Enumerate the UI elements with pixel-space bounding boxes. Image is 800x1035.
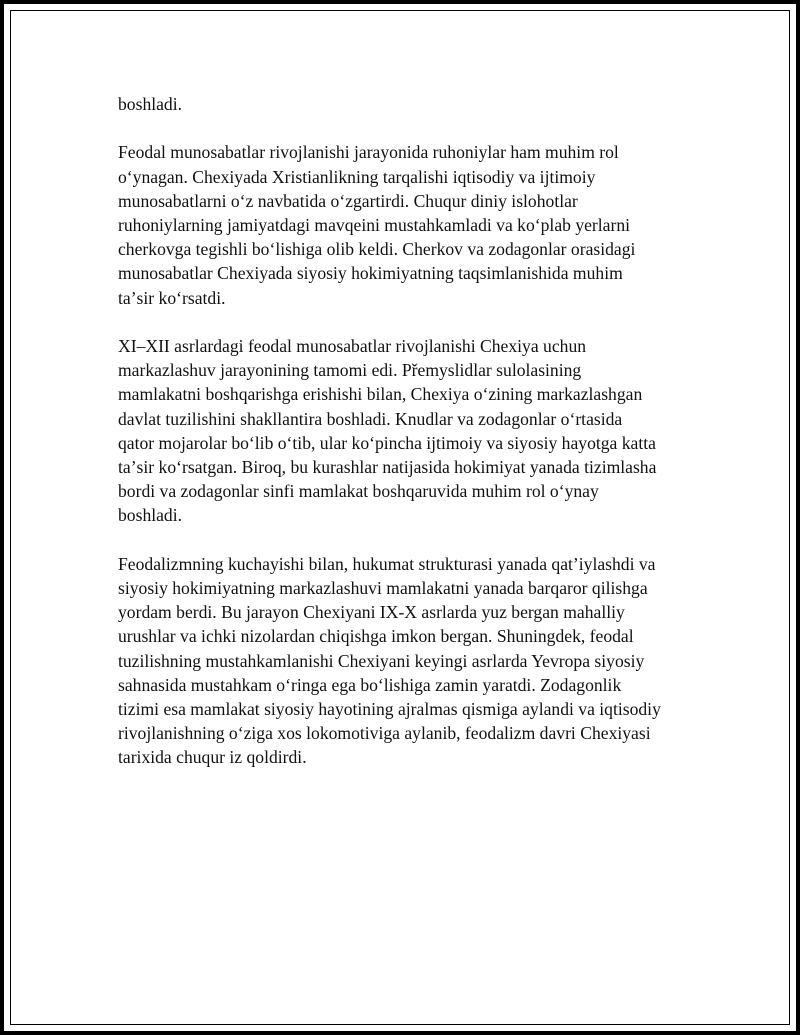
paragraph-3 — [118, 334, 718, 528]
text-line: boshladi. — [118, 505, 183, 526]
document-body — [118, 92, 718, 770]
text-line: cherkovga tegishli boʻlishiga olib keldi. Cherkov va zodagonlar orasidagi — [118, 239, 636, 260]
paragraph-4 — [118, 552, 718, 770]
text-line: taʼsir koʻrsatdi. — [118, 287, 226, 308]
text-line: munosabatlar Chexiyada siyosiy hokimiyatning taqsimlanishida muhim — [118, 263, 623, 284]
paragraph-1 — [118, 92, 718, 116]
text-line: tuzilishning mustahkamlanishi Chexiyani keyingi asrlarda Yevropa siyosiy — [118, 650, 645, 671]
text-line: bordi va zodagonlar sinfi mamlakat boshqaruvida muhim rol oʻynay — [118, 481, 599, 502]
text-line: davlat tuzilishini shakllantira boshladi. Knudlar va zodagonlar oʻrtasida — [118, 408, 623, 429]
text-line: Feodal munosabatlar rivojlanishi jarayonida ruhoniylar ham muhim rol — [118, 142, 619, 163]
text-line: boshladi. — [118, 94, 183, 114]
text-line: sahnasida mustahkam oʻringa ega boʻlishiga zamin yaratdi. Zodagonlik — [118, 674, 622, 695]
text-line: XI–XII asrlardagi feodal munosabatlar rivojlanishi Chexiya uchun — [118, 336, 587, 356]
text-line: oʻynagan. Chexiyada Xristianlikning tarqalishi iqtisodiy va ijtimoiy — [118, 166, 596, 187]
text-line: munosabatlarni oʻz navbatida oʻzgartirdi. Chuqur diniy islohotlar — [118, 190, 578, 211]
text-line: ruhoniylarning jamiyatdagi mavqeini mustahkamladi va koʻplab yerlarni — [118, 215, 631, 235]
text-line: tizimi esa mamlakat siyosiy hayotining ajralmas qismiga aylandi va iqtisodiy — [118, 699, 661, 720]
text-line: qator mojarolar boʻlib oʻtib, ular koʻpincha ijtimoiy va siyosiy hayotga katta — [118, 432, 656, 453]
text-line: Feodalizmning kuchayishi bilan, hukumat strukturasi yanada qatʼiylashdi va — [118, 553, 656, 574]
paragraph-2 — [118, 140, 718, 309]
text-line: urushlar va ichki nizolardan chiqishga imkon bergan. Shuningdek, feodal — [118, 626, 634, 647]
text-line: markazlashuv jarayonining tamomi edi. Přemyslidlar sulolasining — [118, 360, 582, 381]
text-line: taʼsir koʻrsatgan. Biroq, bu kurashlar natijasida hokimiyat yanada tizimlasha — [118, 457, 657, 478]
text-line: tarixida chuqur iz qoldirdi. — [118, 747, 307, 768]
text-line: siyosiy hokimiyatning markazlashuvi mamlakatni yanada barqaror qilishga — [118, 578, 648, 599]
text-line: rivojlanishning oʻziga xos lokomotiviga aylanib, feodalizm davri Chexiyasi — [118, 723, 651, 744]
text-line: mamlakatni boshqarishga erishishi bilan, Chexiya oʻzining markazlashgan — [118, 384, 643, 405]
text-line: yordam berdi. Bu jarayon Chexiyani IX-X asrlarda yuz bergan mahalliy — [118, 602, 625, 623]
